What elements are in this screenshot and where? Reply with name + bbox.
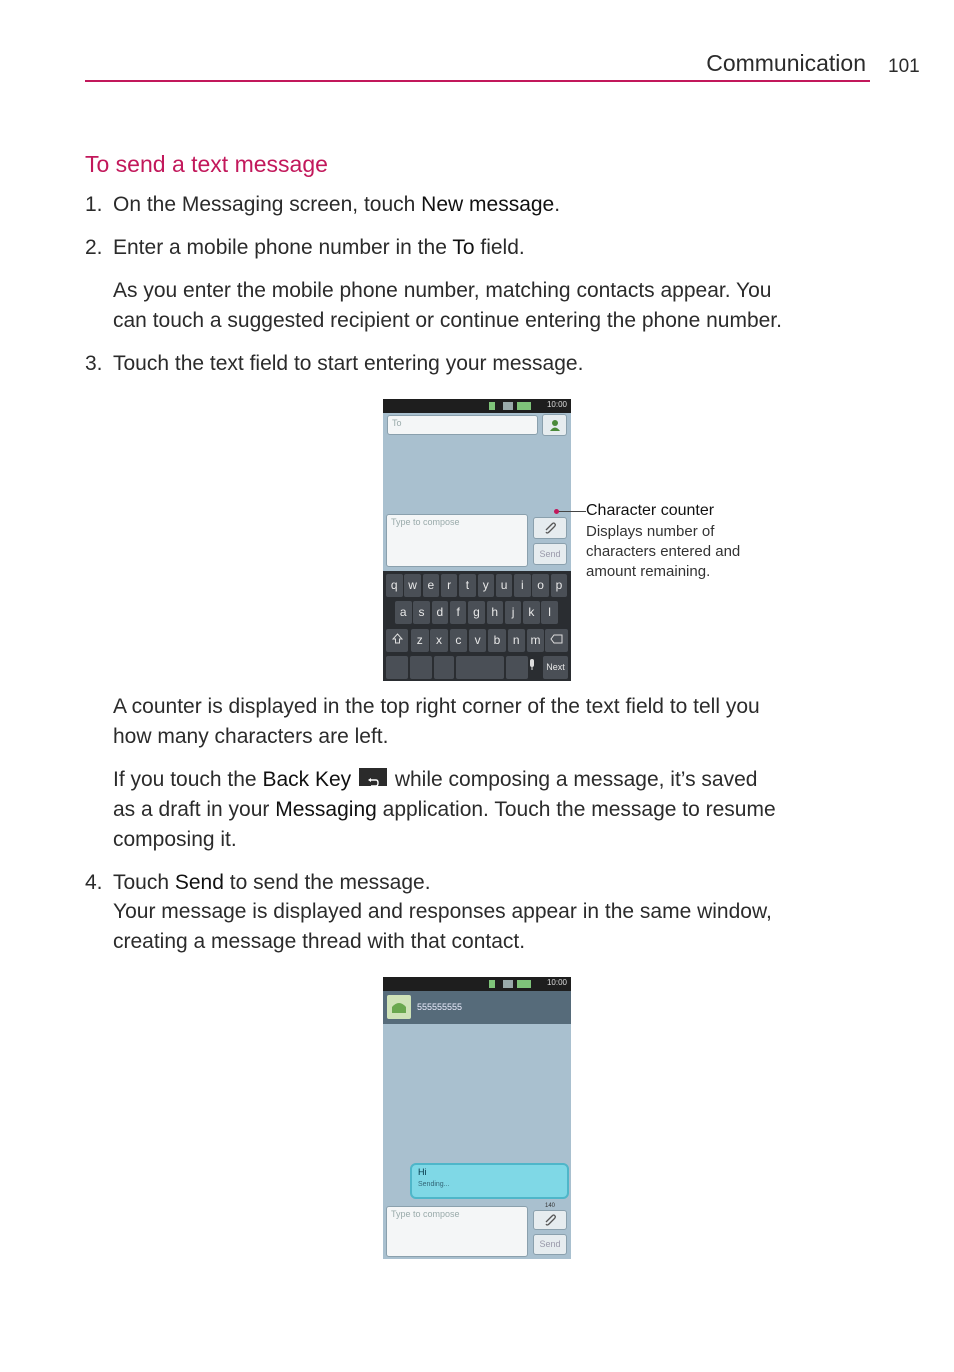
key-g[interactable]: g <box>468 601 485 624</box>
section-heading: To send a text message <box>85 151 328 177</box>
send-button[interactable]: Send <box>533 543 567 565</box>
mic-icon <box>528 659 536 671</box>
ui-term: Back Key <box>262 768 352 791</box>
callout-title: Character counter <box>586 502 715 519</box>
step-2-note-line-2: can touch a suggested recipient or continue entering the phone number. <box>113 309 782 332</box>
callout-line-2: characters entered and <box>586 543 741 560</box>
battery-icon <box>517 980 531 988</box>
key-y[interactable]: y <box>478 574 495 597</box>
counter-note-line-2: how many characters are left. <box>113 725 389 748</box>
key-v[interactable]: v <box>469 629 487 652</box>
attach-button[interactable] <box>533 1210 567 1230</box>
contact-number: 555555555 <box>417 1002 463 1012</box>
thread-screenshot <box>383 977 571 1259</box>
step-text: On the Messaging screen, touch <box>113 193 422 216</box>
back-note-line-2 <box>113 795 776 825</box>
thread-header <box>383 991 571 1024</box>
key-k[interactable]: k <box>523 601 540 624</box>
note-text: application. Touch the message to resume <box>376 798 776 821</box>
step-number: 1. <box>85 193 103 216</box>
message-bubble[interactable] <box>410 1163 569 1199</box>
back-note-line-1 <box>113 765 757 795</box>
key-d[interactable]: d <box>432 601 449 624</box>
key-u[interactable]: u <box>496 574 513 597</box>
key-c[interactable]: c <box>450 629 468 652</box>
key-z[interactable]: z <box>411 629 429 652</box>
contact-avatar-icon <box>387 995 411 1019</box>
paperclip-icon <box>543 1213 557 1227</box>
key-h[interactable]: h <box>487 601 504 624</box>
header-rule <box>85 80 870 82</box>
message-text: Hi <box>418 1167 427 1177</box>
key-e[interactable]: e <box>423 574 440 597</box>
note-text: If you touch the <box>113 768 263 791</box>
status-time: 10:00 <box>546 400 567 409</box>
page-number: 101 <box>888 56 920 77</box>
shift-icon <box>392 633 403 644</box>
step-3 <box>85 349 583 379</box>
key-i[interactable]: i <box>514 574 531 597</box>
step-text: field. <box>474 236 525 259</box>
status-time: 10:00 <box>546 978 567 987</box>
callout-dot <box>554 509 559 514</box>
compose-screenshot <box>383 399 571 681</box>
shift-key[interactable] <box>386 629 408 652</box>
next-key[interactable]: Next <box>543 656 568 679</box>
step-text: Enter a mobile phone number in the <box>113 236 453 259</box>
signal-icon <box>503 402 513 410</box>
ui-term: Send <box>174 871 224 894</box>
key-j[interactable]: j <box>505 601 522 624</box>
step-4 <box>85 868 431 898</box>
step-text: to send the message. <box>223 871 431 894</box>
back-key-icon <box>359 768 387 786</box>
key-o[interactable]: o <box>532 574 549 597</box>
key-n[interactable]: n <box>508 629 526 652</box>
callout-line <box>557 511 586 512</box>
key-q[interactable]: q <box>386 574 403 597</box>
notification-icon <box>489 980 495 988</box>
step-text: . <box>554 193 561 216</box>
note-text: while composing a message, it’s saved <box>389 768 758 791</box>
signal-icon <box>503 980 513 988</box>
step-number: 2. <box>85 236 103 259</box>
key-b[interactable]: b <box>488 629 506 652</box>
step-number: 3. <box>85 352 103 375</box>
step-2-note-line-1: As you enter the mobile phone number, matching contacts appear. You <box>113 279 772 302</box>
ui-term: New message <box>421 193 555 216</box>
key-a[interactable]: a <box>395 601 412 624</box>
status-bar <box>383 977 571 991</box>
key-f[interactable]: f <box>450 601 467 624</box>
step-4-line-3: creating a message thread with that contact. <box>113 930 526 953</box>
compose-field[interactable]: Type to compose <box>386 514 528 567</box>
key-l[interactable]: l <box>541 601 558 624</box>
step-4-line-2: Your message is displayed and responses appear in the same window, <box>113 900 772 923</box>
key-t[interactable]: t <box>459 574 476 597</box>
ui-term: Messaging <box>275 798 377 821</box>
key-w[interactable]: w <box>404 574 421 597</box>
delete-key[interactable] <box>545 629 568 652</box>
counter-note-line-1: A counter is displayed in the top right corner of the text field to tell you <box>113 695 760 718</box>
back-note-line-3: composing it. <box>113 828 237 851</box>
settings-key[interactable] <box>386 656 408 679</box>
step-text: Touch <box>113 871 175 894</box>
step-1 <box>85 190 560 220</box>
key-r[interactable]: r <box>441 574 458 597</box>
key-m[interactable]: m <box>527 629 545 652</box>
to-field[interactable]: To <box>387 415 538 435</box>
key-s[interactable]: s <box>413 601 430 624</box>
key-x[interactable]: x <box>430 629 448 652</box>
key-p[interactable]: p <box>551 574 568 597</box>
contact-picker-icon <box>548 418 562 432</box>
attach-button[interactable] <box>533 517 567 539</box>
ui-term: To <box>452 236 475 259</box>
status-bar <box>383 399 571 413</box>
step-text: Touch the text field to start entering your message. <box>113 352 584 375</box>
paperclip-icon <box>543 521 557 535</box>
battery-icon <box>517 402 531 410</box>
step-number: 4. <box>85 871 103 894</box>
note-text: as a draft in your <box>113 798 276 821</box>
callout-description <box>586 522 740 582</box>
send-button[interactable]: Send <box>533 1234 567 1255</box>
compose-field[interactable]: Type to compose <box>386 1206 528 1257</box>
callout-line-1: Displays number of <box>586 523 715 540</box>
callout-line-3: amount remaining. <box>586 563 711 580</box>
contact-picker-button[interactable] <box>542 414 567 436</box>
character-counter: 140 <box>545 1203 556 1209</box>
section-title: Communication <box>706 50 866 76</box>
step-2 <box>85 233 525 263</box>
space-key[interactable] <box>456 656 504 679</box>
notification-icon <box>489 402 495 410</box>
symbols-key[interactable] <box>410 656 432 679</box>
keyboard <box>383 571 571 681</box>
message-status: Sending... <box>418 1181 450 1188</box>
delete-icon <box>550 634 563 644</box>
emoticon-key[interactable] <box>434 656 454 679</box>
voice-key[interactable] <box>523 656 541 679</box>
